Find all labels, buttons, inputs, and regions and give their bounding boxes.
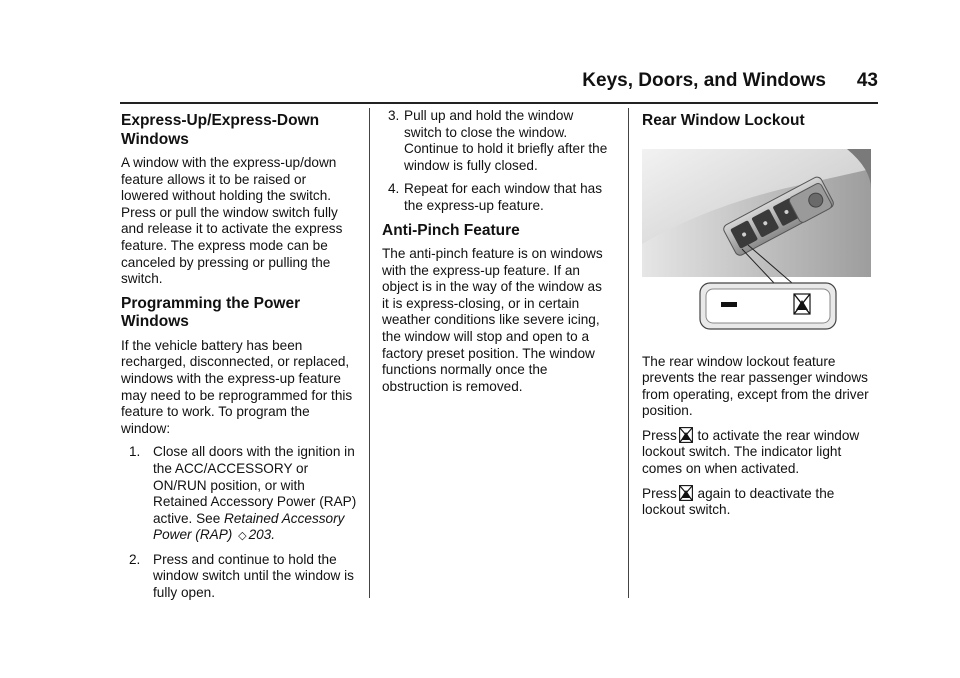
activate-text: to activate the rear window lockout switch. The indicator light comes on when activated. <box>642 427 860 477</box>
steps-list <box>382 108 612 215</box>
window-lockout-icon <box>679 427 693 443</box>
paragraph-express: A window with the express-up/down feature allows it to be raised or lowered without holding the switch. Press or pull the window switch fully and release it to activate the express feature. The express mode can be canceled by pressing or pulling the switch. <box>121 155 343 287</box>
paragraph-programming: If the vehicle battery has been recharged, disconnected, or replaced, windows with the express-up feature may need to be reprogrammed for this feature to work. To program the window: <box>121 337 353 436</box>
column-divider <box>369 108 370 598</box>
heading-express-windows: Express-Up/Express-Down Windows <box>121 112 320 148</box>
column-middle <box>382 108 612 402</box>
press-text: Press <box>642 485 677 501</box>
deactivate-text: again to deactivate the lockout switch. <box>642 485 835 518</box>
paragraph-lockout: The rear window lockout feature prevents the rear passenger windows from operating, except from the driver position. <box>642 353 869 419</box>
list-item <box>121 552 357 602</box>
step-number: 3. <box>388 108 400 123</box>
step-number: 1. <box>129 444 141 460</box>
steps-list <box>121 444 357 601</box>
indicator-light <box>721 302 737 307</box>
column-divider <box>628 108 629 598</box>
heading-anti-pinch: Anti-Pinch Feature <box>382 221 520 239</box>
step-text: Close all doors with the ignition in the ACC/ACCESSORY or ON/RUN position, or with Retained Accessory Power (RAP) active. See <box>153 444 357 526</box>
step-text: Pull up and hold the window switch to close the window. Continue to hold it briefly after the window is fully closed. <box>404 108 608 173</box>
paragraph-activate <box>642 427 878 478</box>
list-item <box>121 444 357 545</box>
column-left <box>121 108 357 609</box>
header-rule <box>120 102 878 104</box>
page-number: 43 <box>856 70 878 91</box>
cross-reference-link[interactable]: Retained Accessory Power (RAP) <box>153 510 345 543</box>
heading-rear-lockout: Rear Window Lockout <box>642 112 805 129</box>
page-header <box>120 70 878 100</box>
page-reference-arrow-icon: ◇ <box>238 530 247 543</box>
step-text: Repeat for each window that has the express-up feature. <box>404 181 602 213</box>
step-number: 4. <box>388 181 400 197</box>
press-text: Press <box>642 427 677 443</box>
window-lockout-icon <box>679 485 693 501</box>
section-title: Keys, Doors, and Windows <box>582 70 826 91</box>
paragraph-deactivate <box>642 485 878 519</box>
heading-programming: Programming the Power Windows <box>121 294 301 331</box>
reference-page[interactable]: 203. <box>248 527 276 543</box>
paragraph-anti-pinch: The anti-pinch feature is on windows with the express-up feature. If an object is in the way of the window as it is express-closing, or in certain weather conditions like severe icing, the window will stop and open to a factory preset position. The window functions normally once the obstruction is removed. <box>382 246 603 394</box>
step-number: 2. <box>129 551 141 567</box>
list-item <box>382 181 612 214</box>
door-switch-illustration <box>642 149 871 336</box>
list-item <box>382 108 612 174</box>
step-text: Press and continue to hold the window switch until the window is fully open. <box>153 551 354 601</box>
column-right <box>642 108 878 526</box>
